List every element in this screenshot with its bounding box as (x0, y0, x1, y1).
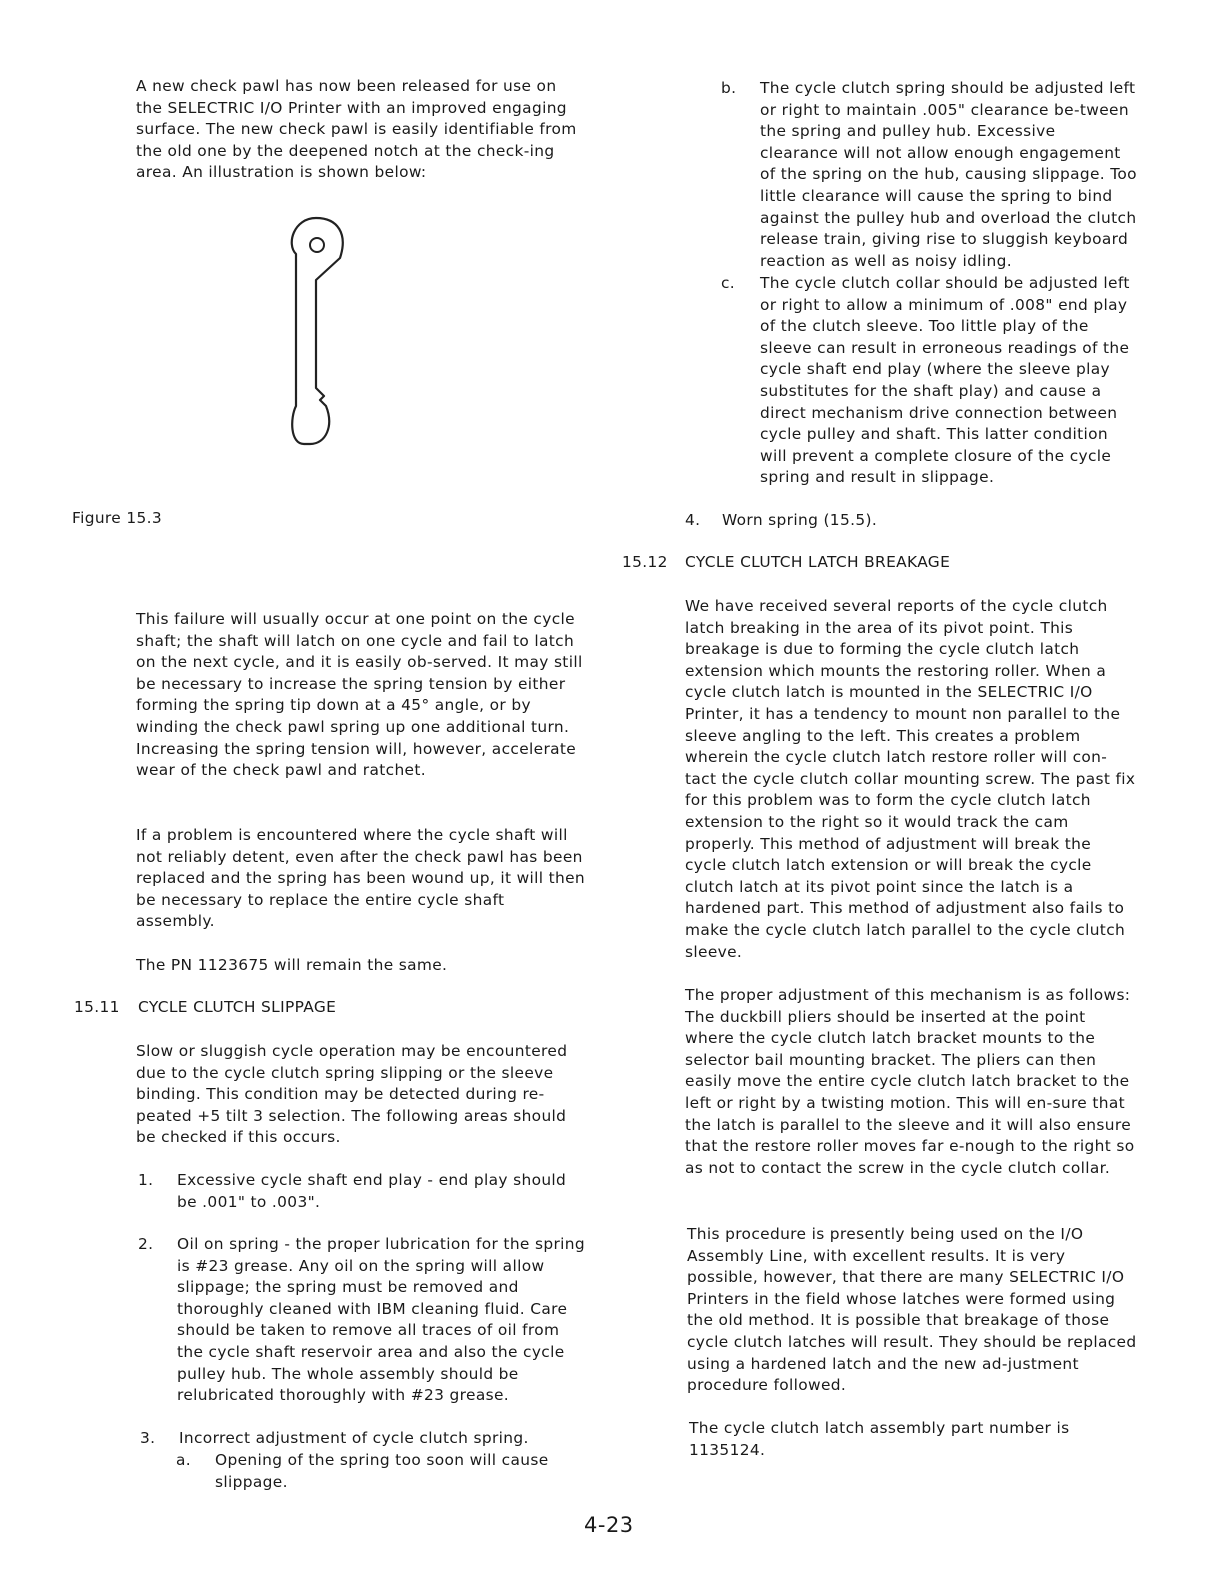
section-title-cycle-clutch-slippage: CYCLE CLUTCH SLIPPAGE (138, 998, 337, 1016)
right-paragraph-1: We have received several reports of the cycle clutch latch breaking in the area of its pivot point. This breakage is due to forming the cycle clutch latch extension which mounts the restoring roller. When a cycle clutch latch is mounted in the SELECTRIC I/O Printer, it has a tendency to mount non parallel to the sleeve angling to the left. This creates a problem wherein the cycle clutch latch restore roller will con-tact the cycle clutch collar mounting screw. The past fix for this problem was to form the cycle clutch latch extension to the right so it would track the cam properly. This method of adjustment will break the cycle clutch latch extension or will break the cycle clutch latch at its pivot point since the latch is a hardened part. This method of adjustment also fails to make the cycle clutch latch parallel to the cycle clutch sleeve. (685, 597, 1136, 961)
right-paragraph-2: The proper adjustment of this mechanism is as follows: The duckbill pliers should be inserted at the point where the cycle clutch latch bracket mounts to the selector bail mounting bracket. The pliers can then easily move the entire cycle clutch latch bracket to the left or right by a twisting motion. This will en-sure that the latch is parallel to the sleeve and it will also ensure that the restore roller moves far e-nough to the right so as not to contact the screw in the cycle clutch collar. (685, 986, 1135, 1177)
section-number-15-12: 15.12 (622, 553, 668, 571)
section-title-cycle-clutch-latch-breakage: CYCLE CLUTCH LATCH BREAKAGE (685, 553, 951, 571)
pawl-hole (310, 238, 324, 252)
check-pawl-illustration (286, 214, 350, 446)
figure-caption: Figure 15.3 (72, 509, 163, 527)
page-number: 4-23 (584, 1513, 634, 1537)
section-number-15-11: 15.11 (74, 998, 120, 1016)
left-paragraph-1: This failure will usually occur at one point on the cycle shaft; the shaft will latch on one cycle and fail to latch on the next cycle, and it is easily ob-served. It may still be necessary to increase the spring tension by either forming the spring tip down at a 45° angle, or by winding the check pawl spring up one additional turn. Increasing the spring tension will, however, accelerate wear of the check pawl and ratchet. (136, 610, 583, 780)
right-paragraph-3: This procedure is presently being used on the I/O Assembly Line, with excellent results. It is very possible, however, that there are many SELECTRIC I/O Printers in the field whose latches were formed using the old method. It is possible that breakage of those cycle clutch latches will result. They should be replaced using a hardened latch and the new ad-justment procedure followed. (687, 1225, 1137, 1395)
intro-paragraph (136, 76, 586, 184)
right-paragraph-4: The cycle clutch latch assembly part number is 1135124. (689, 1419, 1070, 1459)
section-intro-paragraph: Slow or sluggish cycle operation may be encountered due to the cycle clutch spring slipping or the sleeve binding. This condition may be detected during re-peated +5 tilt 3 selection. The following areas should be checked if this occurs. (136, 1042, 568, 1147)
intro-text: A new check pawl has now been released for use on the SELECTRIC I/O Printer with an improved engaging surface. The new check pawl is easily identifiable from the old one by the deepened notch at the check-ing area. An illustration is shown below: (136, 77, 577, 182)
left-paragraph-2: If a problem is encountered where the cycle shaft will not reliably detent, even after the check pawl has been replaced and the spring has been wound up, it will then be necessary to replace the entire cycle shaft assembly. (136, 826, 586, 931)
left-paragraph-3: The PN 1123675 will remain the same. (136, 956, 448, 974)
